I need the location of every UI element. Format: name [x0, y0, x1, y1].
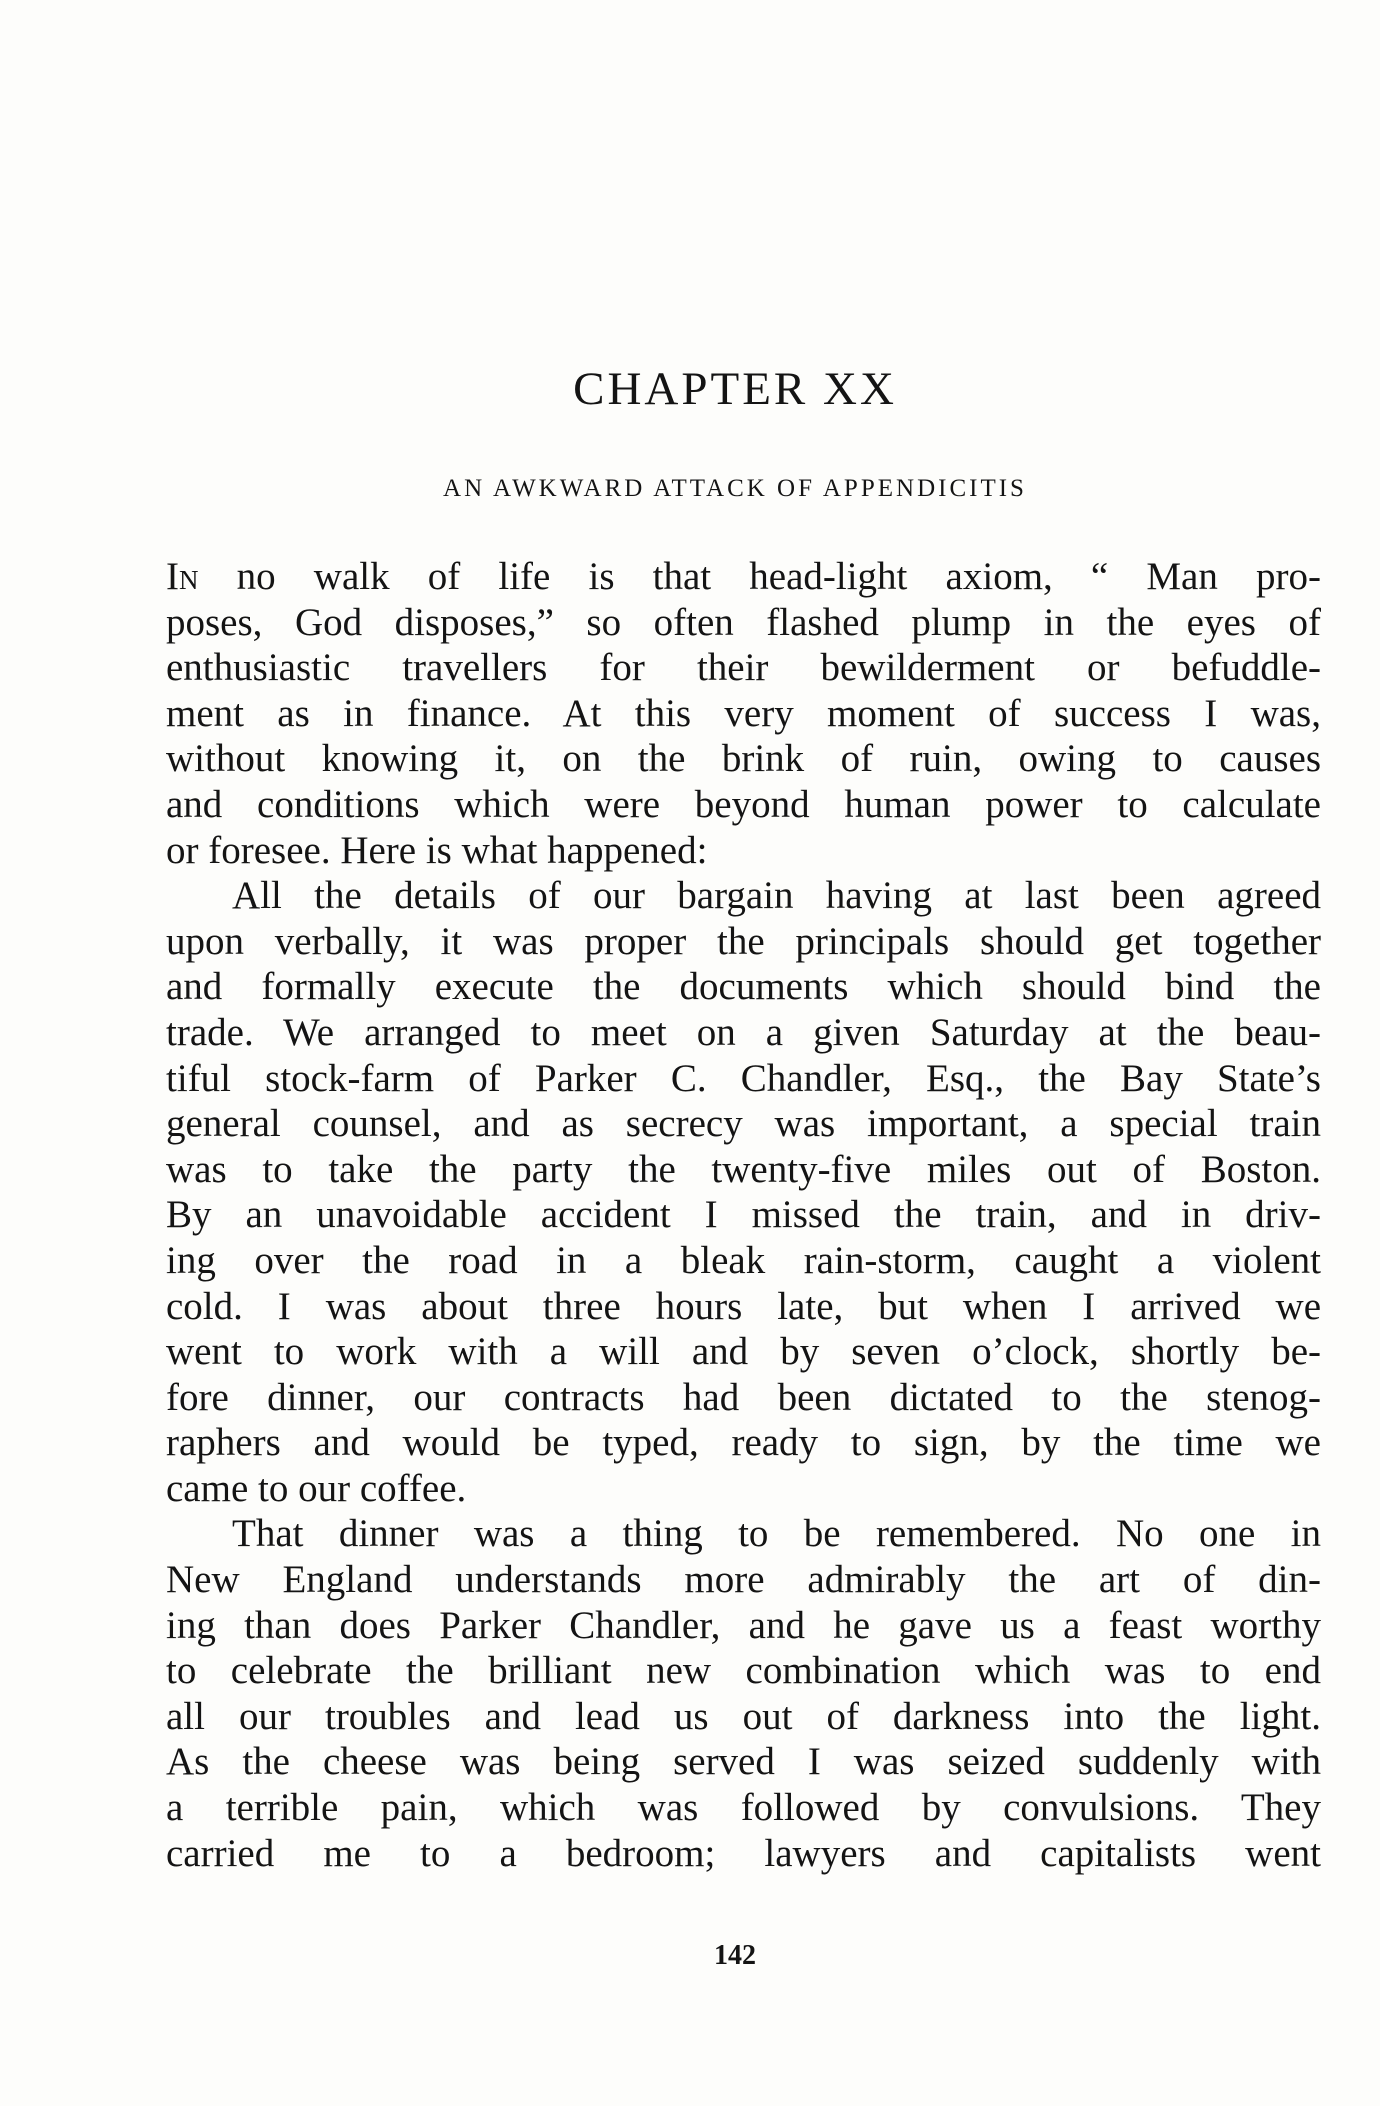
text-line: went to work with a will and by seven o’clock, shortly be- — [166, 1330, 1321, 1374]
text-line: cold. I was about three hours late, but when I arrived we — [166, 1284, 1321, 1328]
text-line: By an unavoidable accident I missed the train, and in driv- — [166, 1193, 1321, 1237]
text-line: was to take the party the twenty-five miles out of Boston. — [166, 1147, 1321, 1191]
text-line: or foresee. Here is what happened: — [166, 828, 708, 872]
text-line: In no walk of life is that head-light axiom, “ Man pro- — [166, 555, 1321, 598]
chapter-title: CHAPTER XX — [573, 363, 897, 415]
text-line: ing than does Parker Chandler, and he gave us a feast worthy — [166, 1603, 1321, 1647]
page-number: 142 — [714, 1940, 756, 1971]
text-line: All the details of our bargain having at last been agreed — [232, 874, 1321, 918]
text-line: trade. We arranged to meet on a given Saturday at the beau- — [166, 1010, 1321, 1054]
text-line: and conditions which were beyond human power to calculate — [166, 782, 1321, 826]
text-line: poses, God disposes,” so often flashed plump in the eyes of — [166, 600, 1321, 644]
text-line: enthusiastic travellers for their bewilderment or befuddle- — [166, 646, 1321, 690]
text-line: raphers and would be typed, ready to sign, by the time we — [166, 1421, 1321, 1465]
text-line: tiful stock-farm of Parker C. Chandler, Esq., the Bay State’s — [166, 1056, 1321, 1100]
text-line: without knowing it, on the brink of ruin, owing to causes — [166, 737, 1321, 781]
text-line: As the cheese was being served I was seized suddenly with — [166, 1740, 1321, 1784]
text-line: came to our coffee. — [166, 1466, 467, 1510]
text-line: a terrible pain, which was followed by convulsions. They — [166, 1786, 1321, 1830]
text-line: all our troubles and lead us out of darkness into the light. — [166, 1694, 1321, 1738]
chapter-subtitle: AN AWKWARD ATTACK OF APPENDICITIS — [443, 475, 1027, 502]
text-line: ment as in finance. At this very moment of success I was, — [166, 691, 1321, 735]
drop-word: In — [166, 555, 199, 598]
text-line: carried me to a bedroom; lawyers and capitalists went — [166, 1831, 1321, 1875]
text-line: fore dinner, our contracts had been dictated to the stenog- — [166, 1375, 1321, 1419]
text-line: to celebrate the brilliant new combination which was to end — [166, 1649, 1321, 1693]
text-line: upon verbally, it was proper the principals should get together — [166, 919, 1321, 963]
text-line: general counsel, and as secrecy was important, a special train — [166, 1102, 1321, 1146]
text-line: and formally execute the documents which should bind the — [166, 965, 1321, 1009]
text-line: ing over the road in a bleak rain-storm, caught a violent — [166, 1238, 1321, 1282]
body-text — [166, 554, 1321, 1876]
text-line: That dinner was a thing to be remembered. No one in — [232, 1512, 1321, 1556]
text-line: New England understands more admirably the art of din- — [166, 1558, 1321, 1602]
